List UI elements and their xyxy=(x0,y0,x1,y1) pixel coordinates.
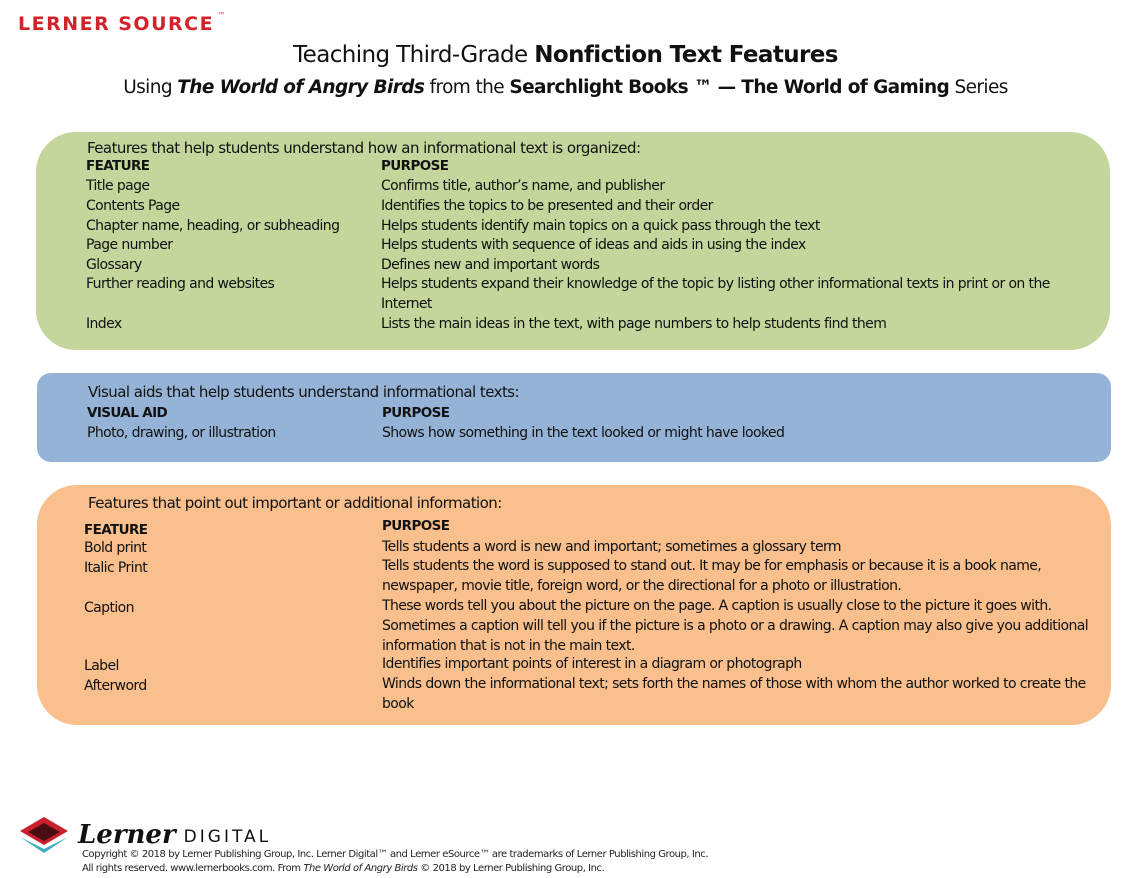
subtitle-series: Searchlight Books ™ — The World of Gaming xyxy=(509,77,950,98)
feature-cell: Contents Page xyxy=(86,198,180,214)
purpose-cell: Tells students the word is supposed to stand out. It may be for emphasis or because it is a book name, newspaper, movie title, foreign word, or the directional for a photo or illustration. xyxy=(382,558,1042,594)
feature-cell: Label xyxy=(84,658,119,674)
column-header-purpose: PURPOSE xyxy=(381,158,449,174)
copyright-line-1: Copyright © 2018 by Lerner Publishing Group, Inc. Lerner Digital™ and Lerner eSource™ are trademarks of Lerner Publishing Group, Inc. xyxy=(82,849,709,860)
subtitle-from: from the xyxy=(424,77,510,98)
feature-cell: Bold print xyxy=(84,540,147,556)
logo-text-digital: DIGITAL xyxy=(183,827,272,847)
purpose-cell: Helps students expand their knowledge of the topic by listing other informational texts in print or on the Internet xyxy=(381,276,1050,312)
column-header-purpose: PURPOSE xyxy=(382,518,450,534)
purpose-cell: Identifies important points of interest in a diagram or photograph xyxy=(382,656,802,672)
subtitle-using: Using xyxy=(123,77,178,98)
column-header-feature: FEATURE xyxy=(86,158,150,174)
page-title xyxy=(0,42,1131,68)
section-intro: Visual aids that help students understand informational texts: xyxy=(88,383,520,401)
visual-aids-panel xyxy=(37,373,1111,462)
logo-tm: ™ xyxy=(218,12,225,18)
feature-cell: Page number xyxy=(86,237,173,253)
additional-info-panel xyxy=(37,485,1111,725)
feature-cell: Italic Print xyxy=(84,560,148,576)
logo-text-lerner: Lerner xyxy=(78,820,176,850)
feature-cell: Photo, drawing, or illustration xyxy=(87,425,276,441)
feature-cell: Glossary xyxy=(86,257,142,273)
column-header-visual-aid: VISUAL AID xyxy=(87,405,168,421)
purpose-cell: Shows how something in the text looked or might have looked xyxy=(382,425,785,441)
section-intro: Features that help students understand how an informational text is organized: xyxy=(87,139,641,157)
copyright-line-2-start: All rights reserved. www.lernerbooks.com. From xyxy=(82,863,304,874)
title-bold: Nonfiction Text Features xyxy=(534,42,838,68)
section-intro: Features that point out important or additional information: xyxy=(88,494,502,512)
purpose-cell: Identifies the topics to be presented and their order xyxy=(381,198,713,214)
lerner-esource-logo xyxy=(18,6,223,42)
feature-cell: Caption xyxy=(84,600,134,616)
feature-cell: Afterword xyxy=(84,678,147,694)
purpose-cell: Tells students a word is new and important; sometimes a glossary term xyxy=(382,539,841,555)
title-plain: Teaching Third-Grade xyxy=(293,42,535,68)
column-header-purpose: PURPOSE xyxy=(382,405,450,421)
feature-cell: Further reading and websites xyxy=(86,276,275,292)
purpose-cell: Winds down the informational text; sets forth the names of those with whom the author worked to create the book xyxy=(382,676,1086,712)
feature-cell: Title page xyxy=(86,178,150,194)
purpose-cell: Helps students identify main topics on a quick pass through the text xyxy=(381,218,820,234)
copyright-line-2-end: © 2018 by Lerner Publishing Group, Inc. xyxy=(417,863,605,874)
column-header-feature: FEATURE xyxy=(84,522,148,538)
lerner-digital-diamond-icon xyxy=(18,815,70,855)
purpose-cell: Defines new and important words xyxy=(381,257,600,273)
copyright-book-title: The World of Angry Birds xyxy=(303,863,418,874)
purpose-cell: Helps students with sequence of ideas and aids in using the index xyxy=(381,237,806,253)
organization-features-panel xyxy=(36,132,1110,350)
subtitle-series-end: Series xyxy=(949,77,1008,98)
page-subtitle xyxy=(0,77,1131,98)
purpose-cell: These words tell you about the picture on the page. A caption is usually close to the picture it goes with. Sometimes a caption will tell you if the picture is a photo or a drawing. A caption may also give you additional information that is not in the main text. xyxy=(382,598,1088,654)
feature-cell: Chapter name, heading, or subheading xyxy=(86,218,340,234)
copyright-line-2 xyxy=(82,863,604,874)
purpose-cell: Lists the main ideas in the text, with page numbers to help students find them xyxy=(381,316,887,332)
logo-text-lerner: LERNER xyxy=(18,13,111,35)
purpose-cell: Confirms title, author’s name, and publisher xyxy=(381,178,665,194)
subtitle-book: The World of Angry Birds xyxy=(177,77,425,98)
logo-text-source: SOURCE xyxy=(118,13,215,35)
feature-cell: Index xyxy=(86,316,122,332)
